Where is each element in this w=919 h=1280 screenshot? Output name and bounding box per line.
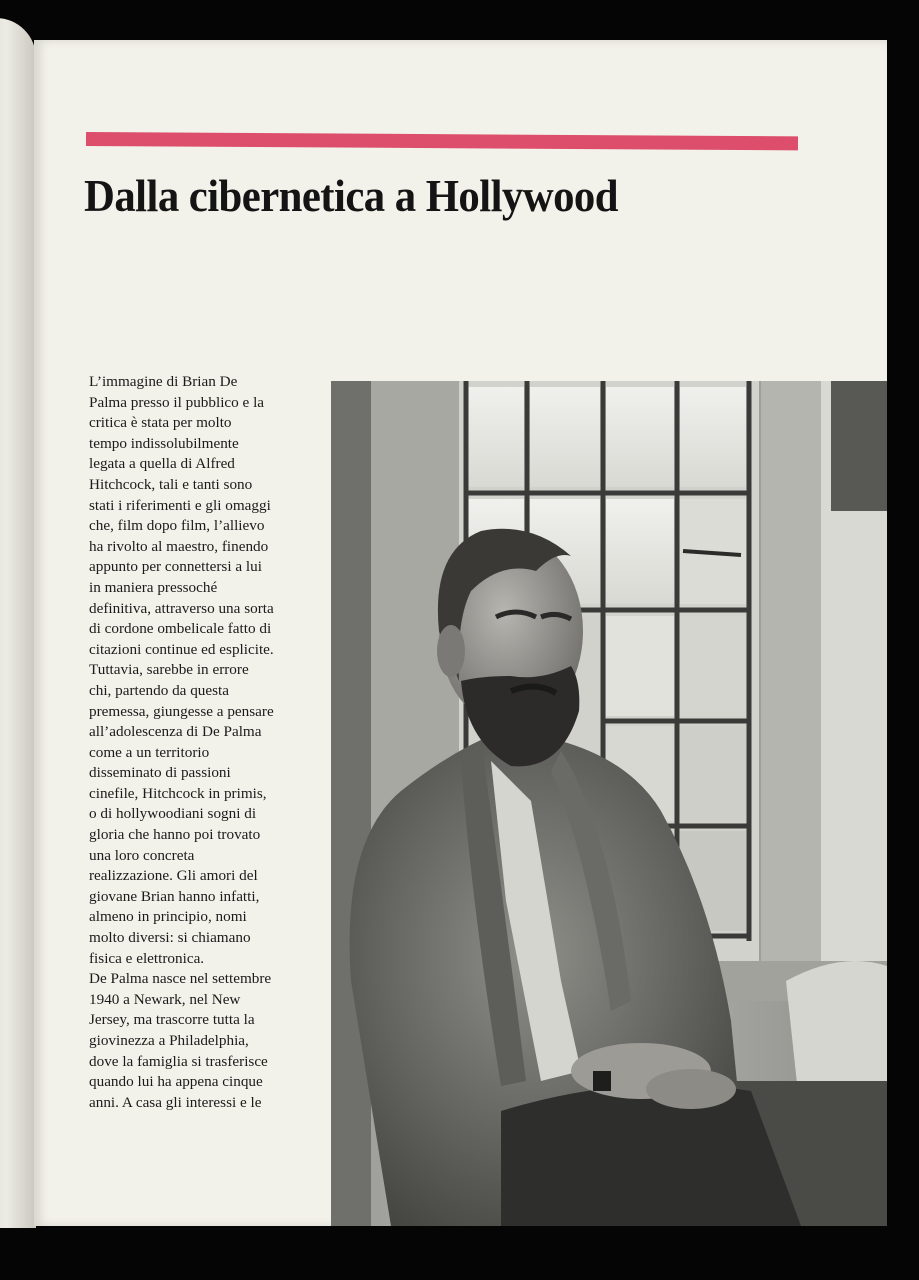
- accent-rule: [86, 132, 798, 150]
- article-body: L’immagine di Brian De Palma presso il pubblico e la critica è stata per molto tempo indissolubilmente legata a quella di Alfred Hitchcock, tali e tanti sono stati i riferimenti e gli omaggi che, film dopo film, l’allievo ha rivolto al maestro, finendo appunto per connettersi a lui in maniera pressoché definitiva, attraverso una sorta di cordone ombelicale fatto di citazioni continue ed esplicite. Tuttavia, sarebbe in errore chi, partendo da questa premessa, giungesse a pensare all’adolescenza di De Palma come a un territorio disseminato di passioni cinefile, Hitchcock in primis, o di hollywoodiani sogni di gloria che hanno poi trovato una loro concreta realizzazione. Gli amori del giovane Brian hanno infatti, almeno in principio, nomi molto diversi: si chiamano fisica e elettronica. De Palma nasce nel settembre 1940 a Newark, nel New Jersey, ma trascorre tutta la giovinezza a Philadelphia, dove la famiglia si trasferisce quando lui ha appena cinque anni. A casa gli interessi e le: [89, 373, 274, 1111]
- magazine-page: [34, 40, 887, 1226]
- previous-page-edge: [0, 18, 36, 1228]
- portrait-photo: [331, 381, 887, 1226]
- article-title: Dalla cibernetica a Hollywood: [84, 170, 618, 221]
